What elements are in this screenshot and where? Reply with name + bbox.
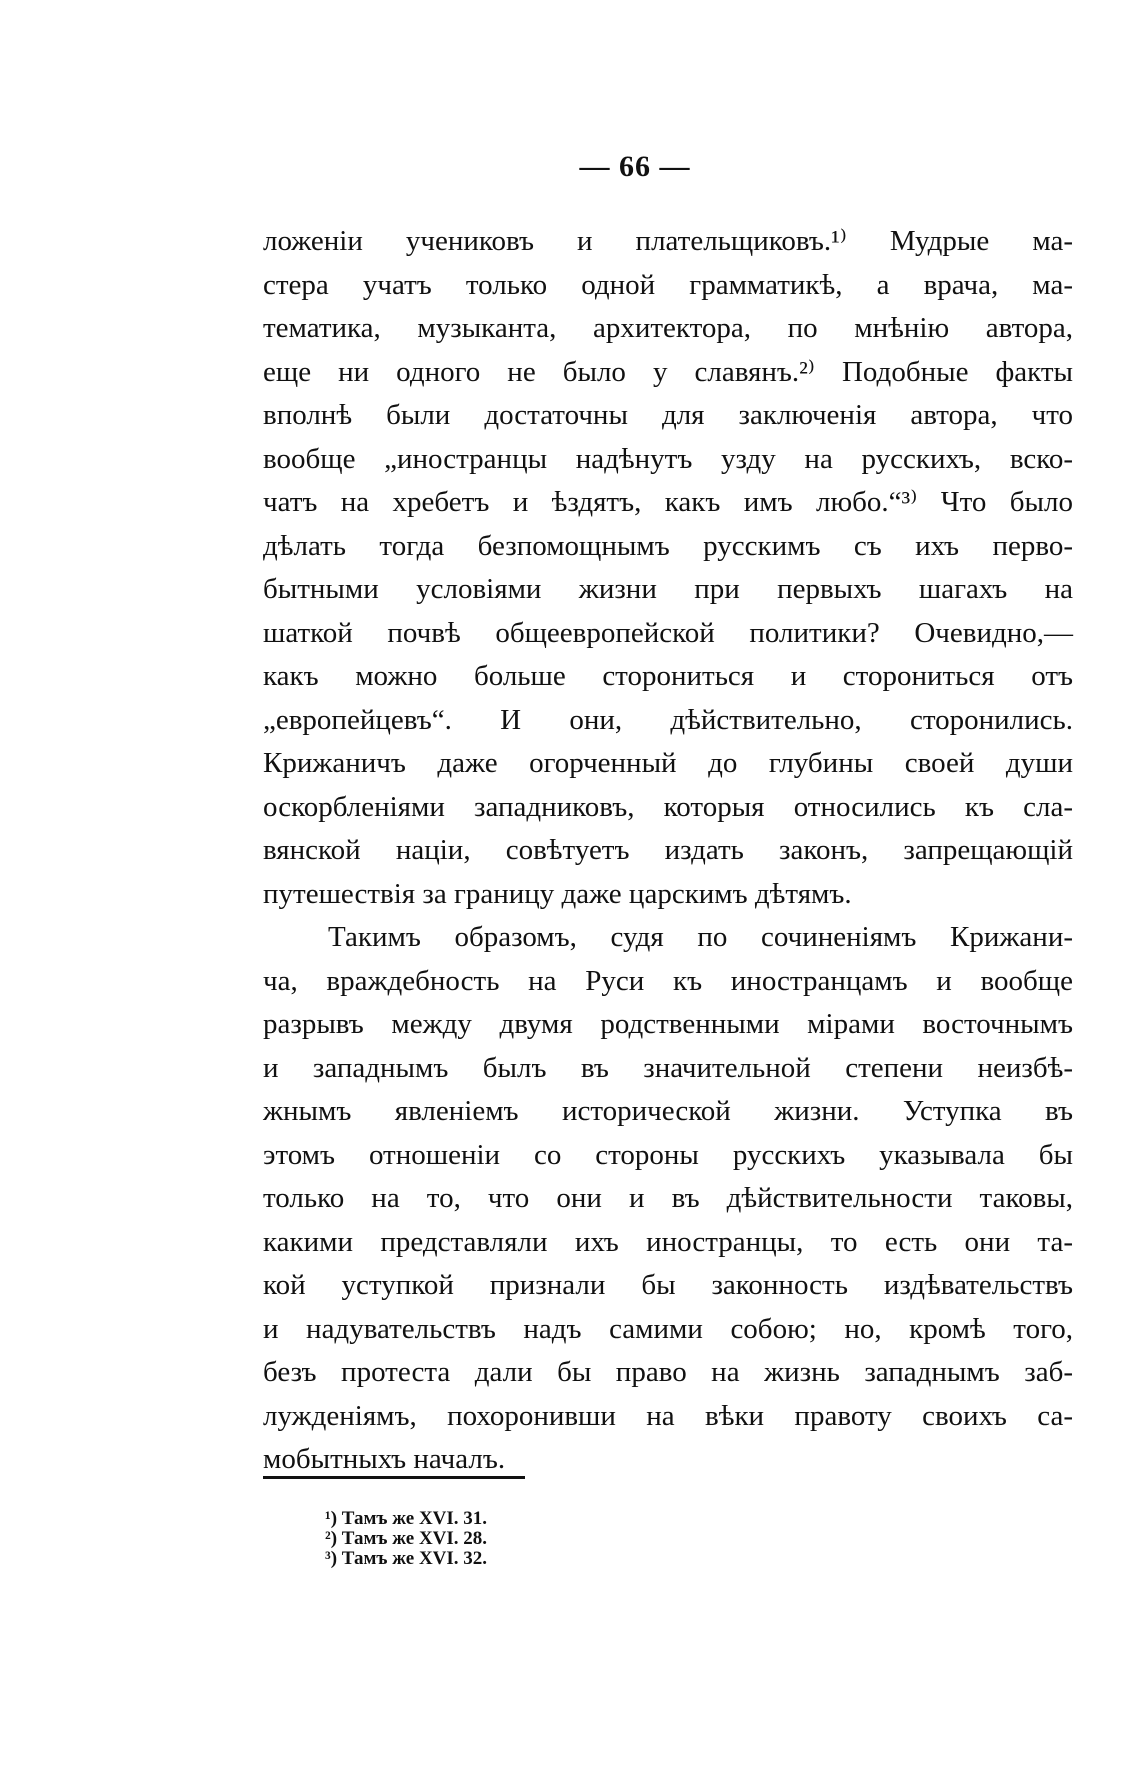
page-number: — 66 — bbox=[579, 150, 691, 183]
footnote: ¹) Тамъ же XVI. 31. bbox=[325, 1508, 488, 1529]
text-line: какъ можно больше сторониться и сторониться отъ bbox=[263, 660, 1073, 692]
text-line: только на то, что они и въ дѣйствительности таковы, bbox=[263, 1182, 1073, 1214]
text-line: этомъ отношеніи со стороны русскихъ указывала бы bbox=[263, 1138, 1073, 1171]
text-line: мобытныхъ началъ. bbox=[263, 1443, 506, 1475]
text-line: лужденіямъ, похоронивши на вѣки правоту своихъ са- bbox=[263, 1399, 1073, 1432]
text-line: вообще „иностранцы надѣнутъ узду на русскихъ, вско- bbox=[263, 442, 1073, 475]
text-line: тематика, музыканта, архитектора, по мнѣнію автора, bbox=[263, 312, 1073, 344]
text-line: чатъ на хребетъ и ѣздятъ, какъ имъ любо.“³⁾ Что было bbox=[263, 486, 1073, 518]
body-text bbox=[263, 220, 1073, 1482]
text-line: дѣлать тогда безпомощнымъ русскимъ съ ихъ перво- bbox=[263, 529, 1073, 562]
text-line: вянской націи, совѣтуетъ издать законъ, запрещающій bbox=[263, 834, 1073, 866]
footnote-divider bbox=[263, 1476, 525, 1479]
text-line: стера учатъ только одной грамматикѣ, а врача, ма- bbox=[263, 268, 1073, 301]
text-line: путешествія за границу даже царскимъ дѣтямъ. bbox=[263, 877, 852, 910]
text-line: и надувательствъ надъ самими собою; но, кромѣ того, bbox=[263, 1312, 1073, 1345]
text-line: какими представляли ихъ иностранцы, то есть они та- bbox=[263, 1225, 1073, 1258]
text-line: шаткой почвѣ общеевропейской политики? Очевидно,— bbox=[263, 616, 1073, 649]
footnotes bbox=[325, 1509, 725, 1569]
text-line: ча, враждебность на Руси къ иностранцамъ и вообще bbox=[263, 964, 1073, 997]
text-line: вполнѣ были достаточны для заключенія автора, что bbox=[263, 399, 1073, 431]
text-line: бытными условіями жизни при первыхъ шагахъ на bbox=[263, 573, 1073, 605]
text-line: разрывъ между двумя родственными мірами восточнымъ bbox=[263, 1008, 1073, 1040]
text-line: оскорбленіями западниковъ, которыя относились къ сла- bbox=[263, 790, 1073, 823]
text-line: и западнымъ былъ въ значительной степени неизбѣ- bbox=[263, 1051, 1073, 1084]
text-line: кой уступкой признали бы законность издѣвательствъ bbox=[263, 1269, 1073, 1301]
text-line: еще ни одного не было у славянъ.²⁾ Подобные факты bbox=[263, 355, 1073, 388]
text-line: безъ протеста дали бы право на жизнь западнымъ заб- bbox=[263, 1356, 1073, 1388]
text-line: Крижаничъ даже огорченный до глубины своей души bbox=[263, 747, 1073, 779]
text-line: Такимъ образомъ, судя по сочиненіямъ Крижани- bbox=[328, 921, 1073, 953]
text-line: жнымъ явленіемъ исторической жизни. Уступка въ bbox=[263, 1095, 1073, 1127]
text-line: ложеніи учениковъ и плательщиковъ.¹⁾ Мудрые ма- bbox=[263, 225, 1073, 257]
footnote: ²) Тамъ же XVI. 28. bbox=[325, 1528, 488, 1549]
footnote: ³) Тамъ же XVI. 32. bbox=[325, 1548, 488, 1569]
text-line: „европейцевъ“. И они, дѣйствительно, сторонились. bbox=[263, 703, 1073, 736]
